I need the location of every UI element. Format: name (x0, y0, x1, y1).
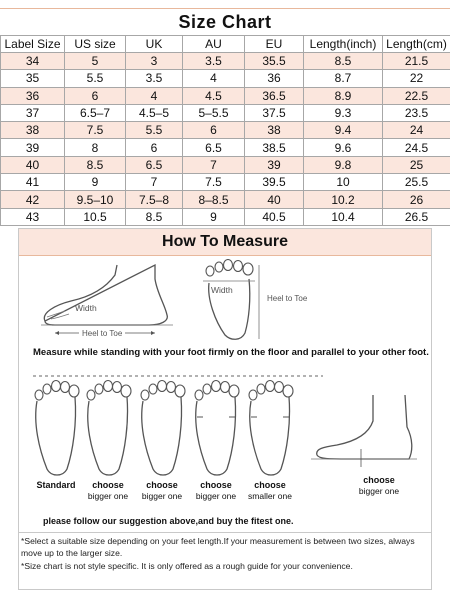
size-chart-cell: 7 (126, 174, 183, 191)
size-chart-cell: 8.5 (304, 53, 383, 70)
foot-outline (196, 397, 236, 475)
size-chart-title: Size Chart (0, 8, 450, 36)
foot-caption-sub: smaller one (248, 491, 292, 501)
size-chart-cell: 9.6 (304, 139, 383, 156)
toe-outline (275, 382, 284, 393)
foot-shape-1 (29, 377, 83, 479)
suggestion-footer: please follow our suggestion above,and buy the fitest one. (43, 516, 294, 526)
side-arrowhead-left (55, 331, 59, 335)
foot-caption-sub: bigger one (358, 486, 400, 496)
size-chart-cell: 38.5 (245, 139, 304, 156)
note-1: *Select a suitable size depending on your feet length.If your measurement is between two sizes, always move up to the larger size. (21, 536, 415, 559)
size-chart-header-row (1, 36, 450, 53)
size-chart-cell: 4 (126, 87, 183, 104)
size-chart-cell: 5–5.5 (183, 104, 245, 121)
note-2: *Size chart is not style specific. It is only offered as a rough guide for your convenience. (21, 560, 353, 571)
size-chart-cell: 22.5 (383, 87, 450, 104)
size-chart-cell: 8.5 (65, 156, 126, 173)
toe-outline (203, 384, 211, 394)
size-chart-cell: 5 (65, 53, 126, 70)
size-chart-cell: 36.5 (245, 87, 304, 104)
size-chart-row (1, 174, 450, 191)
size-chart-cell: 37.5 (245, 104, 304, 121)
foot-shape-4 (189, 377, 243, 479)
size-chart-cell: 36 (1, 87, 65, 104)
size-chart-header-cell: Length(cm) (383, 36, 450, 53)
size-chart-cell: 39 (1, 139, 65, 156)
toe-outline (35, 390, 43, 400)
toe-outline (221, 382, 230, 393)
foot-shape-2 (81, 377, 135, 479)
size-chart-cell: 24.5 (383, 139, 450, 156)
toe-outline (69, 385, 79, 397)
foot-outline (250, 397, 290, 475)
size-chart-cell: 21.5 (383, 53, 450, 70)
foot-shape-3 (135, 377, 189, 479)
size-chart-cell: 8 (65, 139, 126, 156)
size-chart-cell: 9 (183, 208, 245, 225)
size-chart-cell: 8.7 (304, 70, 383, 87)
foot-caption-sub: bigger one (195, 491, 237, 501)
size-chart-cell: 6 (126, 139, 183, 156)
toe-outline (149, 384, 157, 394)
size-chart-header-cell: Length(inch) (304, 36, 383, 53)
side-arrowhead-right (151, 331, 155, 335)
foot-caption-label: Standard (36, 480, 76, 490)
size-chart-table (0, 35, 450, 226)
toe-outline (95, 384, 103, 394)
toe-outline (158, 381, 167, 392)
size-chart-row (1, 122, 450, 139)
toe-outline (43, 384, 51, 394)
foot-caption-label: choose (146, 480, 178, 490)
size-chart-cell: 6 (65, 87, 126, 104)
size-chart-row (1, 191, 450, 208)
size-chart (0, 8, 450, 224)
toe-outline (229, 385, 239, 397)
size-chart-header-cell: AU (183, 36, 245, 53)
toe-outline (167, 382, 176, 393)
how-to-measure-title: How To Measure (19, 229, 431, 256)
size-chart-cell: 39.5 (245, 174, 304, 191)
size-chart-cell: 4.5 (183, 87, 245, 104)
size-chart-row (1, 139, 450, 156)
size-chart-cell: 38 (245, 122, 304, 139)
size-chart-cell: 10.2 (304, 191, 383, 208)
size-chart-cell: 10.4 (304, 208, 383, 225)
toe-outline (249, 390, 257, 400)
size-chart-cell: 23.5 (383, 104, 450, 121)
foot-caption-label: choose (254, 480, 286, 490)
toe-outline (257, 384, 265, 394)
foot-shape-5 (243, 377, 297, 479)
toe-outline (195, 390, 203, 400)
toe-outline (52, 381, 61, 392)
size-chart-cell: 9.8 (304, 156, 383, 173)
size-chart-cell: 35.5 (245, 53, 304, 70)
side-foot-standing-outline (317, 395, 412, 459)
size-chart-cell: 7 (183, 156, 245, 173)
side-foot-standing-diagram (309, 391, 419, 471)
size-chart-row (1, 208, 450, 225)
foot-caption (229, 480, 311, 502)
size-chart-cell: 24 (383, 122, 450, 139)
size-chart-cell: 4 (183, 70, 245, 87)
toe-outline (212, 381, 221, 392)
foot-caption-label: choose (200, 480, 232, 490)
size-chart-cell: 5.5 (126, 122, 183, 139)
toe-outline (175, 385, 185, 397)
size-chart-cell: 39 (245, 156, 304, 173)
size-chart-cell: 37 (1, 104, 65, 121)
size-chart-cell: 5.5 (65, 70, 126, 87)
size-chart-cell: 6.5 (183, 139, 245, 156)
foot-caption-sub: bigger one (141, 491, 183, 501)
size-chart-cell: 8.5 (126, 208, 183, 225)
size-chart-cell: 7.5–8 (126, 191, 183, 208)
size-chart-cell: 10.5 (65, 208, 126, 225)
size-chart-cell: 4.5–5 (126, 104, 183, 121)
size-chart-cell: 34 (1, 53, 65, 70)
foot-caption (341, 475, 417, 497)
size-chart-cell: 26.5 (383, 208, 450, 225)
size-chart-row (1, 87, 450, 104)
toe-outline (87, 390, 95, 400)
foot-outline (88, 397, 128, 475)
size-chart-cell: 6.5–7 (65, 104, 126, 121)
foot-outline (36, 397, 76, 475)
size-chart-cell: 22 (383, 70, 450, 87)
size-chart-cell: 40.5 (245, 208, 304, 225)
size-chart-cell: 8–8.5 (183, 191, 245, 208)
foot-caption-label: choose (92, 480, 124, 490)
size-chart-cell: 25 (383, 156, 450, 173)
size-chart-cell: 26 (383, 191, 450, 208)
size-chart-cell: 35 (1, 70, 65, 87)
size-chart-cell: 3.5 (183, 53, 245, 70)
size-chart-header-cell: EU (245, 36, 304, 53)
foot-caption-sub: bigger one (87, 491, 129, 501)
size-chart-cell: 42 (1, 191, 65, 208)
size-chart-header-cell: US size (65, 36, 126, 53)
size-chart-row (1, 156, 450, 173)
top-length-label: Heel to Toe (267, 294, 308, 303)
top-view-foot-diagram (195, 259, 315, 343)
foot-outline (142, 397, 182, 475)
size-chart-cell: 7.5 (65, 122, 126, 139)
toe-outline (266, 381, 275, 392)
size-chart-cell: 36 (245, 70, 304, 87)
side-length-label: Heel to Toe (82, 329, 123, 338)
side-width-label: Width (75, 303, 97, 313)
size-chart-header-cell: UK (126, 36, 183, 53)
size-chart-row (1, 104, 450, 121)
top-view-toes (206, 260, 253, 277)
size-chart-cell: 9.3 (304, 104, 383, 121)
toe-outline (283, 385, 293, 397)
size-chart-cell: 6.5 (126, 156, 183, 173)
size-chart-cell: 6 (183, 122, 245, 139)
size-chart-cell: 40 (1, 156, 65, 173)
size-chart-cell: 25.5 (383, 174, 450, 191)
foot-caption-label: choose (363, 475, 395, 485)
size-chart-cell: 40 (245, 191, 304, 208)
size-chart-cell: 3 (126, 53, 183, 70)
toe-outline (141, 390, 149, 400)
size-chart-cell: 41 (1, 174, 65, 191)
toe-outline (121, 385, 131, 397)
toe-outline (61, 382, 70, 393)
size-chart-cell: 7.5 (183, 174, 245, 191)
toe-outline (104, 381, 113, 392)
size-chart-cell: 3.5 (126, 70, 183, 87)
top-width-label: Width (211, 285, 233, 295)
size-chart-cell: 8.9 (304, 87, 383, 104)
size-chart-row (1, 53, 450, 70)
toe-outline (113, 382, 122, 393)
size-chart-cell: 10 (304, 174, 383, 191)
notes-divider (19, 532, 431, 533)
size-chart-cell: 38 (1, 122, 65, 139)
size-chart-cell: 9.5–10 (65, 191, 126, 208)
side-view-foot-diagram (37, 261, 177, 341)
size-chart-row (1, 70, 450, 87)
size-chart-cell: 9 (65, 174, 126, 191)
size-chart-cell: 43 (1, 208, 65, 225)
measure-instruction: Measure while standing with your foot firmly on the floor and parallel to your other foot. (33, 347, 429, 358)
size-chart-header-cell: Label Size (1, 36, 65, 53)
how-to-measure-panel (18, 228, 432, 590)
size-chart-cell: 9.4 (304, 122, 383, 139)
notes-block (21, 535, 421, 572)
